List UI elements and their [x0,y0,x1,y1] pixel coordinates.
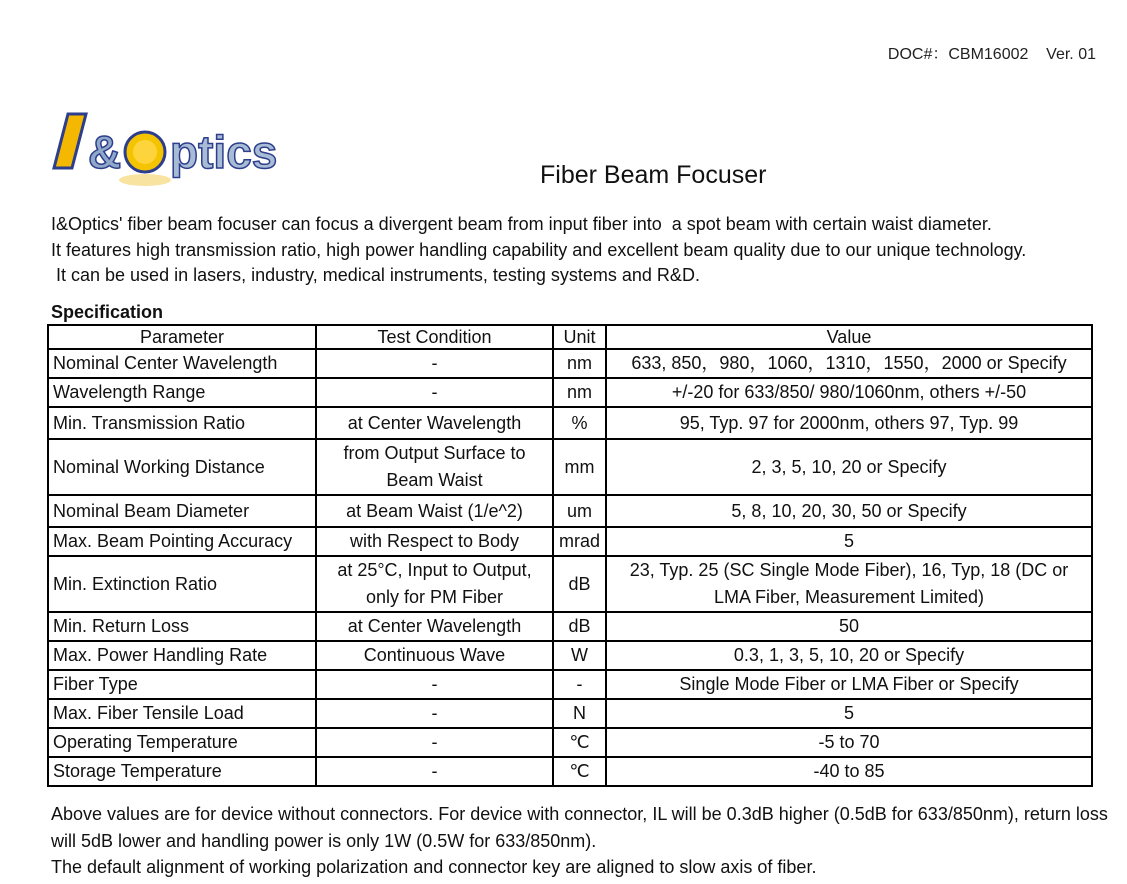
test-condition-cell: - [316,378,553,407]
table-row [48,407,1092,439]
test-condition-cell: Continuous Wave [316,641,553,670]
test-condition-cell: from Output Surface to Beam Waist [316,439,553,495]
value-cell: Single Mode Fiber or LMA Fiber or Specify [606,670,1092,699]
unit-cell: nm [553,349,606,378]
specification-table [47,324,1093,787]
intro-text [51,212,1111,289]
parameter-cell: Min. Return Loss [48,612,316,641]
doc-number: DOC#：CBM16002 Ver. 01 [887,46,1096,63]
section-heading: Specification [51,302,164,322]
test-condition-cell: at Center Wavelength [316,407,553,439]
parameter-cell: Max. Fiber Tensile Load [48,699,316,728]
parameter-cell: Nominal Center Wavelength [48,349,316,378]
value-cell: -40 to 85 [606,757,1092,786]
value-cell: -5 to 70 [606,728,1092,757]
unit-cell: ℃ [553,757,606,786]
table-row [48,495,1092,527]
value-cell: 95, Typ. 97 for 2000nm, others 97, Typ. 99 [606,407,1092,439]
table-row [48,556,1092,612]
test-condition-cell: - [316,670,553,699]
test-condition-cell: - [316,728,553,757]
unit-cell: um [553,495,606,527]
table-row [48,641,1092,670]
notes [51,801,1111,881]
table-row [48,378,1092,407]
test-condition-cell: - [316,699,553,728]
parameter-cell: Min. Extinction Ratio [48,556,316,612]
unit-cell: dB [553,556,606,612]
unit-cell: - [553,670,606,699]
column-header: Value [606,325,1092,349]
page-title: Fiber Beam Focuser [540,161,767,189]
test-condition-cell: at 25°C, Input to Output, only for PM Fiber [316,556,553,612]
svg-text:&: & [88,126,122,178]
unit-cell: dB [553,612,606,641]
table-row [48,670,1092,699]
note-line: Above values are for device without connectors. For device with connector, IL will be 0.3dB higher (0.5dB for 633/850nm), return loss will 5dB lower and handling power is only 1W (0.5W for 633/850nm). [51,804,1108,851]
unit-cell: mm [553,439,606,495]
value-cell: 2, 3, 5, 10, 20 or Specify [606,439,1092,495]
unit-cell: N [553,699,606,728]
test-condition-cell: at Center Wavelength [316,612,553,641]
test-condition-cell: - [316,757,553,786]
intro-line: I&Optics' fiber beam focuser can focus a divergent beam from input fiber into a spot beam with certain waist diameter. [51,214,992,234]
value-cell: 23, Typ. 25 (SC Single Mode Fiber), 16, Typ, 18 (DC or LMA Fiber, Measurement Limited) [606,556,1092,612]
note-line: The default alignment of working polarization and connector key are aligned to slow axis of fiber. [51,857,817,877]
test-condition-cell: - [316,349,553,378]
table-row [48,699,1092,728]
value-cell: 633, 850，980，1060，1310，1550，2000 or Specify [606,349,1092,378]
parameter-cell: Operating Temperature [48,728,316,757]
table-row [48,612,1092,641]
value-cell: 5, 8, 10, 20, 30, 50 or Specify [606,495,1092,527]
unit-cell: W [553,641,606,670]
value-cell: 50 [606,612,1092,641]
parameter-cell: Max. Power Handling Rate [48,641,316,670]
unit-cell: mrad [553,527,606,556]
unit-cell: % [553,407,606,439]
column-header: Test Condition [316,325,553,349]
parameter-cell: Storage Temperature [48,757,316,786]
svg-text:ptics: ptics [170,126,278,178]
table-header-row [48,325,1092,349]
company-logo [50,106,312,196]
column-header: Unit [553,325,606,349]
table-row [48,728,1092,757]
table-row [48,349,1092,378]
value-cell: 0.3, 1, 3, 5, 10, 20 or Specify [606,641,1092,670]
unit-cell: ℃ [553,728,606,757]
value-cell: 5 [606,699,1092,728]
table-row [48,757,1092,786]
table-row [48,439,1092,495]
parameter-cell: Min. Transmission Ratio [48,407,316,439]
table-row [48,527,1092,556]
value-cell: 5 [606,527,1092,556]
test-condition-cell: with Respect to Body [316,527,553,556]
parameter-cell: Wavelength Range [48,378,316,407]
parameter-cell: Nominal Beam Diameter [48,495,316,527]
test-condition-cell: at Beam Waist (1/e^2) [316,495,553,527]
logo-graphic [50,106,312,196]
intro-line: It can be used in lasers, industry, medical instruments, testing systems and R&D. [51,265,700,285]
parameter-cell: Max. Beam Pointing Accuracy [48,527,316,556]
parameter-cell: Fiber Type [48,670,316,699]
intro-line: It features high transmission ratio, high power handling capability and excellent beam quality due to our unique technology. [51,239,1027,260]
column-header: Parameter [48,325,316,349]
parameter-cell: Nominal Working Distance [48,439,316,495]
value-cell: +/-20 for 633/850/ 980/1060nm, others +/-50 [606,378,1092,407]
unit-cell: nm [553,378,606,407]
